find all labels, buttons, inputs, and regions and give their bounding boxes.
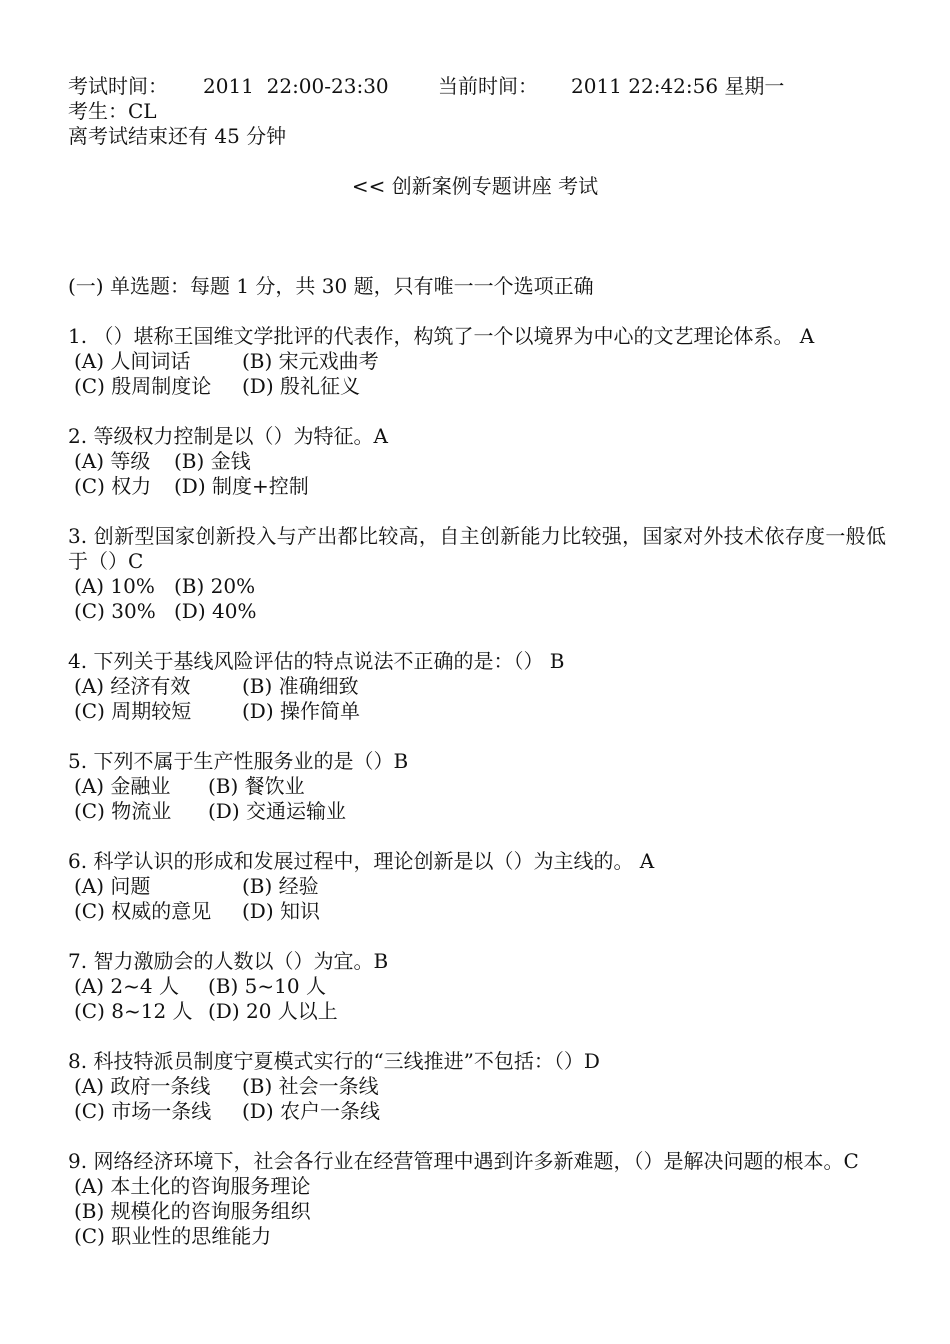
- option-label: (C) 职业性的思维能力: [74, 1224, 272, 1248]
- question-item: [68, 424, 886, 499]
- remaining-time: 离考试结束还有 45 分钟: [68, 124, 287, 148]
- option-row: [68, 449, 886, 474]
- exam-time-label: 考试时间：: [68, 74, 168, 98]
- option-row: [68, 999, 886, 1024]
- question-text: 8. 科技特派员制度宁夏模式实行的“三线推进”不包括：（）D: [68, 1049, 600, 1073]
- current-time-label: 当前时间：: [438, 74, 538, 98]
- option-label: (A) 2~4 人: [74, 974, 179, 998]
- option-label: (A) 经济有效: [74, 674, 191, 698]
- option-label: (B) 准确细致: [242, 674, 359, 698]
- option-label: (A) 等级: [74, 449, 151, 473]
- option-row: [68, 349, 886, 374]
- question-list: [68, 324, 886, 1274]
- question-text: 6. 科学认识的形成和发展过程中，理论创新是以（）为主线的。 A: [68, 849, 655, 873]
- exam-header: [68, 74, 888, 149]
- option-label: (C) 物流业: [74, 799, 172, 823]
- option-row: [68, 1224, 886, 1249]
- option-label: (D) 操作简单: [242, 699, 360, 723]
- option-label: (C) 8~12 人: [74, 999, 193, 1023]
- question-item: [68, 1149, 886, 1249]
- question-text: 2. 等级权力控制是以（）为特征。A: [68, 424, 388, 448]
- option-label: (B) 5~10 人: [208, 974, 326, 998]
- option-label: (A) 政府一条线: [74, 1074, 211, 1098]
- option-label: (A) 问题: [74, 874, 151, 898]
- page-title: << 创新案例专题讲座 考试: [351, 174, 599, 198]
- option-row: [68, 899, 886, 924]
- option-label: (B) 金钱: [174, 449, 251, 473]
- option-label: (D) 制度+控制: [174, 474, 309, 498]
- option-label: (C) 周期较短: [74, 699, 192, 723]
- option-row: [68, 1199, 886, 1224]
- question-item: [68, 849, 886, 924]
- option-label: (D) 殷礼征义: [242, 374, 360, 398]
- option-row: [68, 374, 886, 399]
- option-label: (A) 人间词话: [74, 349, 191, 373]
- option-row: [68, 674, 886, 699]
- option-label: (B) 宋元戏曲考: [242, 349, 379, 373]
- option-label: (B) 社会一条线: [242, 1074, 379, 1098]
- option-label: (D) 知识: [242, 899, 320, 923]
- option-row: [68, 799, 886, 824]
- exam-time-value: 2011 22:00-23:30: [203, 74, 389, 98]
- option-label: (C) 权威的意见: [74, 899, 212, 923]
- question-item: [68, 949, 886, 1024]
- option-row: [68, 1074, 886, 1099]
- option-row: [68, 774, 886, 799]
- question-item: [68, 749, 886, 824]
- option-row: [68, 474, 886, 499]
- option-label: (B) 餐饮业: [208, 774, 305, 798]
- section-heading: (一) 单选题：每题 1 分，共 30 题，只有唯一一个选项正确: [68, 274, 594, 298]
- option-label: (C) 30%: [74, 599, 156, 623]
- question-item: [68, 524, 886, 624]
- question-text: 1. （）堪称王国维文学批评的代表作，构筑了一个以境界为中心的文艺理论体系。 A: [68, 324, 815, 348]
- option-row: [68, 974, 886, 999]
- question-item: [68, 1049, 886, 1124]
- option-label: (A) 金融业: [74, 774, 171, 798]
- option-label: (B) 规模化的咨询服务组织: [74, 1199, 311, 1223]
- option-label: (C) 市场一条线: [74, 1099, 212, 1123]
- option-label: (B) 经验: [242, 874, 319, 898]
- option-label: (C) 殷周制度论: [74, 374, 212, 398]
- question-text: 3. 创新型国家创新投入与产出都比较高，自主创新能力比较强，国家对外技术依存度一般低于（）C: [68, 524, 886, 573]
- option-row: [68, 599, 886, 624]
- examinee: 考生：CL: [68, 99, 157, 123]
- question-item: [68, 324, 886, 399]
- question-text: 7. 智力激励会的人数以（）为宜。B: [68, 949, 389, 973]
- option-row: [68, 1099, 886, 1124]
- option-label: (B) 20%: [174, 574, 256, 598]
- option-label: (C) 权力: [74, 474, 152, 498]
- option-row: [68, 1174, 886, 1199]
- current-time-value: 2011 22:42:56 星期一: [571, 74, 785, 98]
- question-item: [68, 649, 886, 724]
- exam-time-line: [68, 74, 888, 99]
- option-label: (A) 本土化的咨询服务理论: [74, 1174, 311, 1198]
- option-label: (D) 农户一条线: [242, 1099, 380, 1123]
- question-text: 5. 下列不属于生产性服务业的是（）B: [68, 749, 409, 773]
- option-label: (D) 交通运输业: [208, 799, 346, 823]
- option-row: [68, 699, 886, 724]
- option-label: (D) 40%: [174, 599, 257, 623]
- option-label: (A) 10%: [74, 574, 155, 598]
- option-row: [68, 874, 886, 899]
- question-text: 4. 下列关于基线风险评估的特点说法不正确的是：（） B: [68, 649, 565, 673]
- option-label: (D) 20 人以上: [208, 999, 338, 1023]
- question-text: 9. 网络经济环境下，社会各行业在经营管理中遇到许多新难题，（）是解决问题的根本。C: [68, 1149, 859, 1173]
- option-row: [68, 574, 886, 599]
